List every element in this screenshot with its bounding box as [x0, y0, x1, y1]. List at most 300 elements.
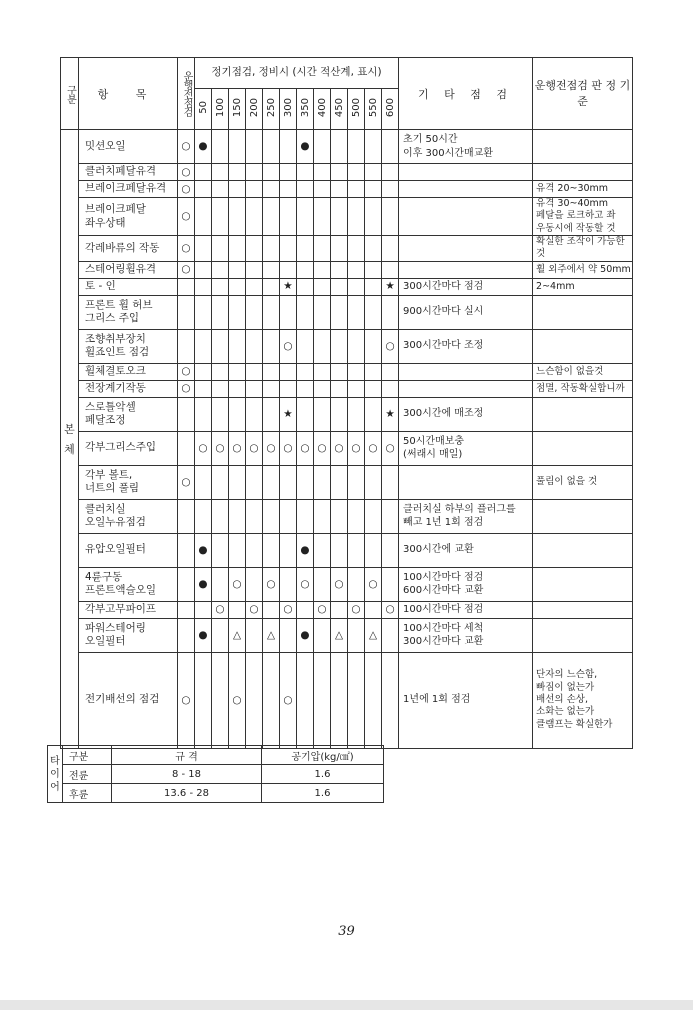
interval-mark: ○	[212, 431, 229, 465]
interval-mark: ●	[297, 533, 314, 567]
interval-mark	[229, 499, 246, 533]
interval-mark	[314, 380, 331, 397]
interval-mark	[382, 380, 399, 397]
interval-mark	[195, 198, 212, 236]
interval-mark	[382, 164, 399, 181]
table-row	[61, 618, 633, 652]
interval-mark	[280, 295, 297, 329]
item-name: 클러치실 오일누유점검	[79, 499, 178, 533]
interval-mark	[263, 363, 280, 380]
interval-mark	[314, 329, 331, 363]
interval-mark	[212, 618, 229, 652]
judge-criteria	[533, 567, 633, 601]
interval-mark	[331, 397, 348, 431]
judge-criteria	[533, 533, 633, 567]
pre-op-mark	[178, 618, 195, 652]
interval-mark	[382, 261, 399, 278]
interval-mark	[365, 130, 382, 164]
pre-op-mark: ○	[178, 652, 195, 748]
interval-mark	[280, 533, 297, 567]
interval-mark	[348, 261, 365, 278]
item-name: 전기배선의 점검	[79, 652, 178, 748]
judge-criteria: 확실한 조작이 가능한 것	[533, 236, 633, 262]
interval-mark	[195, 278, 212, 295]
pre-op-mark	[178, 499, 195, 533]
interval-mark: ○	[280, 431, 297, 465]
other-check-note: 300시간마다 조정	[399, 329, 533, 363]
body-section-label: 본 체	[61, 130, 79, 749]
table-row	[61, 380, 633, 397]
interval-mark	[212, 181, 229, 198]
interval-mark	[212, 164, 229, 181]
pre-op-mark	[178, 601, 195, 618]
interval-mark	[263, 278, 280, 295]
interval-mark	[212, 130, 229, 164]
other-check-note: 클러치실 하부의 플러그를 빼고 1년 1회 점검	[399, 499, 533, 533]
other-check-note: 300시간에 교환	[399, 533, 533, 567]
interval-mark: ●	[195, 618, 212, 652]
interval-mark	[365, 164, 382, 181]
judge-criteria	[533, 130, 633, 164]
interval-mark	[195, 181, 212, 198]
item-name: 각부 볼트, 너트의 풀림	[79, 465, 178, 499]
interval-mark	[348, 198, 365, 236]
interval-mark	[331, 130, 348, 164]
interval-mark	[297, 601, 314, 618]
interval-mark	[331, 236, 348, 262]
interval-mark: ★	[280, 278, 297, 295]
other-check-note	[399, 380, 533, 397]
interval-mark	[195, 236, 212, 262]
pre-op-mark: ○	[178, 363, 195, 380]
interval-mark	[348, 295, 365, 329]
item-name: 파워스테어링 오일필터	[79, 618, 178, 652]
interval-mark	[365, 533, 382, 567]
interval-mark	[348, 130, 365, 164]
interval-150: 150	[229, 89, 246, 130]
interval-mark	[297, 295, 314, 329]
pre-op-mark: ○	[178, 465, 195, 499]
table-row	[61, 181, 633, 198]
interval-mark	[229, 295, 246, 329]
interval-mark	[314, 198, 331, 236]
table-row	[61, 652, 633, 748]
tire-name: 후륜	[63, 784, 112, 803]
interval-100: 100	[212, 89, 229, 130]
interval-mark	[263, 295, 280, 329]
interval-mark	[246, 236, 263, 262]
interval-50: 50	[195, 89, 212, 130]
interval-mark	[246, 618, 263, 652]
judge-criteria: 느슨함이 없을것	[533, 363, 633, 380]
interval-mark	[195, 261, 212, 278]
interval-mark	[246, 397, 263, 431]
interval-mark	[348, 380, 365, 397]
interval-mark	[365, 278, 382, 295]
interval-mark	[314, 499, 331, 533]
interval-mark	[365, 380, 382, 397]
page-number: 39	[338, 924, 355, 939]
interval-mark	[314, 567, 331, 601]
interval-mark	[280, 363, 297, 380]
interval-250: 250	[263, 89, 280, 130]
interval-mark	[365, 198, 382, 236]
interval-mark	[280, 198, 297, 236]
tire-header-row	[48, 746, 384, 765]
interval-mark	[365, 329, 382, 363]
interval-mark	[365, 181, 382, 198]
interval-mark	[348, 363, 365, 380]
interval-mark	[331, 601, 348, 618]
interval-mark	[382, 130, 399, 164]
other-check-note	[399, 198, 533, 236]
item-name: 각부그리스주입	[79, 431, 178, 465]
interval-mark	[246, 380, 263, 397]
interval-mark	[246, 164, 263, 181]
interval-mark	[263, 397, 280, 431]
tire-pressure: 1.6	[262, 784, 384, 803]
interval-mark: ○	[246, 431, 263, 465]
interval-mark	[246, 465, 263, 499]
interval-mark: ★	[382, 397, 399, 431]
interval-mark: ●	[195, 533, 212, 567]
interval-mark: ○	[365, 567, 382, 601]
interval-mark	[331, 261, 348, 278]
interval-mark: ○	[348, 431, 365, 465]
interval-mark	[297, 198, 314, 236]
item-name: 유압오일필터	[79, 533, 178, 567]
interval-mark	[382, 567, 399, 601]
tire-col-spec: 규 격	[112, 746, 262, 765]
interval-400: 400	[314, 89, 331, 130]
interval-mark	[280, 499, 297, 533]
pre-op-mark: ○	[178, 181, 195, 198]
interval-mark: ★	[280, 397, 297, 431]
interval-mark	[297, 363, 314, 380]
interval-mark	[297, 236, 314, 262]
interval-mark	[348, 499, 365, 533]
interval-mark	[263, 164, 280, 181]
interval-mark	[212, 652, 229, 748]
interval-mark: △	[331, 618, 348, 652]
interval-mark	[229, 380, 246, 397]
interval-mark	[348, 164, 365, 181]
interval-mark	[246, 278, 263, 295]
judge-criteria: 유격 30~40mm 페달을 로크하고 좌 우동시에 작동할 것	[533, 198, 633, 236]
interval-mark	[365, 261, 382, 278]
interval-mark: △	[263, 618, 280, 652]
interval-mark: ○	[212, 601, 229, 618]
interval-mark	[263, 652, 280, 748]
pre-op-mark: ○	[178, 130, 195, 164]
pre-op-header: 운행전점검	[178, 58, 195, 130]
interval-mark	[246, 261, 263, 278]
interval-mark	[297, 380, 314, 397]
interval-mark: ○	[382, 431, 399, 465]
interval-mark	[229, 181, 246, 198]
interval-mark	[195, 380, 212, 397]
interval-mark	[212, 567, 229, 601]
interval-mark	[195, 397, 212, 431]
tire-row-rear	[48, 784, 384, 803]
interval-mark	[263, 499, 280, 533]
interval-mark	[331, 363, 348, 380]
interval-mark: ○	[263, 567, 280, 601]
interval-mark	[246, 363, 263, 380]
other-check-note	[399, 465, 533, 499]
item-name: 조향취부장치 휠죠인트 점검	[79, 329, 178, 363]
interval-mark	[280, 130, 297, 164]
item-name: 각레바류의 작동	[79, 236, 178, 262]
interval-mark: ○	[382, 329, 399, 363]
interval-mark	[314, 397, 331, 431]
interval-mark	[212, 499, 229, 533]
judge-header: 운행전점검 판 정 기 준	[533, 58, 633, 130]
interval-mark	[195, 652, 212, 748]
judge-criteria	[533, 618, 633, 652]
item-name: 브레이크페달유격	[79, 181, 178, 198]
interval-mark	[331, 465, 348, 499]
interval-mark	[297, 278, 314, 295]
pre-op-mark: ○	[178, 380, 195, 397]
interval-mark	[348, 618, 365, 652]
interval-mark	[246, 329, 263, 363]
interval-mark	[348, 278, 365, 295]
other-check-note: 100시간마다 세척 300시간마다 교환	[399, 618, 533, 652]
interval-mark	[331, 278, 348, 295]
interval-mark	[280, 181, 297, 198]
interval-mark	[331, 198, 348, 236]
interval-600: 600	[382, 89, 399, 130]
interval-mark	[331, 329, 348, 363]
interval-mark	[365, 363, 382, 380]
interval-mark	[314, 236, 331, 262]
judge-criteria: 점멸, 작동확실합니까	[533, 380, 633, 397]
item-name: 프론트 휠 허브 그리스 주입	[79, 295, 178, 329]
interval-mark	[382, 363, 399, 380]
interval-mark	[382, 652, 399, 748]
interval-mark	[382, 499, 399, 533]
interval-mark	[297, 329, 314, 363]
interval-mark	[263, 261, 280, 278]
interval-mark	[212, 198, 229, 236]
interval-mark	[229, 533, 246, 567]
interval-350: 350	[297, 89, 314, 130]
judge-criteria: 단자의 느슨함, 빠짐이 없는가 배선의 손상, 소화는 없는가 클램프는 확실한가	[533, 652, 633, 748]
interval-mark	[229, 261, 246, 278]
interval-mark: ○	[297, 567, 314, 601]
interval-mark: ○	[297, 431, 314, 465]
interval-mark	[195, 601, 212, 618]
interval-mark	[229, 236, 246, 262]
tire-spec: 8 - 18	[112, 765, 262, 784]
pre-op-mark: ○	[178, 164, 195, 181]
interval-mark	[246, 533, 263, 567]
interval-mark	[229, 198, 246, 236]
interval-mark	[246, 652, 263, 748]
table-row	[61, 261, 633, 278]
judge-criteria: 유격 20~30mm	[533, 181, 633, 198]
other-check-note	[399, 363, 533, 380]
item-name: 밋션오일	[79, 130, 178, 164]
interval-mark	[263, 198, 280, 236]
interval-mark: △	[365, 618, 382, 652]
other-check-header: 기 타 점 검	[399, 58, 533, 130]
table-row	[61, 397, 633, 431]
other-check-note: 900시간마다 실시	[399, 295, 533, 329]
interval-mark	[263, 465, 280, 499]
interval-mark	[263, 329, 280, 363]
interval-mark	[348, 567, 365, 601]
interval-mark	[229, 397, 246, 431]
interval-mark	[280, 380, 297, 397]
interval-mark: ○	[195, 431, 212, 465]
interval-mark	[246, 181, 263, 198]
interval-mark: ○	[382, 601, 399, 618]
tire-table	[47, 745, 384, 803]
interval-mark	[212, 363, 229, 380]
other-check-note: 100시간마다 점검	[399, 601, 533, 618]
interval-mark	[331, 164, 348, 181]
other-check-note	[399, 181, 533, 198]
interval-mark	[212, 295, 229, 329]
interval-mark	[229, 278, 246, 295]
interval-mark	[297, 499, 314, 533]
interval-300: 300	[280, 89, 297, 130]
interval-mark	[382, 198, 399, 236]
interval-mark: ○	[229, 567, 246, 601]
pre-op-mark	[178, 533, 195, 567]
pre-op-mark	[178, 431, 195, 465]
interval-mark: △	[229, 618, 246, 652]
interval-mark	[212, 329, 229, 363]
gubun-header: 구분	[61, 58, 79, 130]
other-check-note	[399, 236, 533, 262]
judge-criteria: 휠 외주에서 약 50mm	[533, 261, 633, 278]
interval-mark	[365, 295, 382, 329]
interval-mark	[229, 164, 246, 181]
judge-criteria	[533, 329, 633, 363]
interval-mark	[331, 295, 348, 329]
interval-mark	[331, 652, 348, 748]
interval-mark	[382, 295, 399, 329]
interval-mark	[297, 164, 314, 181]
interval-mark: ○	[314, 601, 331, 618]
tire-pressure: 1.6	[262, 765, 384, 784]
interval-mark	[314, 363, 331, 380]
interval-mark	[246, 295, 263, 329]
interval-mark	[246, 567, 263, 601]
interval-mark	[365, 397, 382, 431]
interval-mark	[365, 236, 382, 262]
pre-op-mark: ○	[178, 261, 195, 278]
header-row-top	[61, 58, 633, 89]
interval-mark: ●	[297, 618, 314, 652]
other-check-note: 100시간마다 점검 600시간마다 교환	[399, 567, 533, 601]
interval-mark	[348, 397, 365, 431]
interval-mark	[195, 329, 212, 363]
interval-mark	[314, 278, 331, 295]
interval-mark	[263, 380, 280, 397]
interval-mark	[348, 652, 365, 748]
interval-mark: ●	[297, 130, 314, 164]
pre-op-mark	[178, 567, 195, 601]
interval-550: 550	[365, 89, 382, 130]
table-row	[61, 533, 633, 567]
interval-mark	[280, 465, 297, 499]
interval-450: 450	[331, 89, 348, 130]
interval-mark	[280, 567, 297, 601]
interval-mark	[314, 164, 331, 181]
interval-mark	[246, 130, 263, 164]
interval-mark	[195, 164, 212, 181]
interval-mark	[314, 652, 331, 748]
interval-mark	[314, 618, 331, 652]
interval-mark	[212, 533, 229, 567]
interval-mark	[195, 295, 212, 329]
interval-mark	[297, 181, 314, 198]
pre-op-mark	[178, 329, 195, 363]
interval-mark	[331, 181, 348, 198]
tire-row-front	[48, 765, 384, 784]
interval-mark	[365, 465, 382, 499]
interval-mark	[280, 261, 297, 278]
scan-edge	[0, 1000, 693, 1010]
pre-op-mark: ○	[178, 198, 195, 236]
interval-500: 500	[348, 89, 365, 130]
interval-mark	[212, 236, 229, 262]
interval-mark	[263, 236, 280, 262]
table-row	[61, 499, 633, 533]
interval-mark	[382, 618, 399, 652]
interval-mark	[331, 533, 348, 567]
interval-mark	[263, 181, 280, 198]
judge-criteria	[533, 601, 633, 618]
interval-mark	[263, 533, 280, 567]
item-name: 휠체결토오크	[79, 363, 178, 380]
interval-mark	[280, 618, 297, 652]
interval-mark: ○	[314, 431, 331, 465]
pre-op-mark: ○	[178, 236, 195, 262]
pre-op-mark	[178, 397, 195, 431]
interval-mark	[348, 236, 365, 262]
interval-mark	[348, 533, 365, 567]
interval-mark	[246, 198, 263, 236]
pre-op-mark	[178, 295, 195, 329]
interval-mark	[314, 130, 331, 164]
table-row	[61, 431, 633, 465]
interval-mark	[195, 465, 212, 499]
interval-title: 정기점검, 정비시 (시간 적산계, 표시)	[195, 58, 399, 89]
interval-mark: ○	[280, 329, 297, 363]
interval-mark	[229, 130, 246, 164]
table-row	[61, 567, 633, 601]
interval-mark	[212, 278, 229, 295]
judge-criteria	[533, 499, 633, 533]
interval-200: 200	[246, 89, 263, 130]
interval-mark	[280, 236, 297, 262]
interval-mark	[212, 465, 229, 499]
interval-mark	[348, 181, 365, 198]
interval-mark	[297, 397, 314, 431]
table-row	[61, 198, 633, 236]
judge-criteria: 2~4mm	[533, 278, 633, 295]
pre-op-mark	[178, 278, 195, 295]
other-check-note: 300시간마다 점검	[399, 278, 533, 295]
interval-mark	[229, 465, 246, 499]
interval-mark	[297, 465, 314, 499]
interval-mark: ○	[331, 431, 348, 465]
